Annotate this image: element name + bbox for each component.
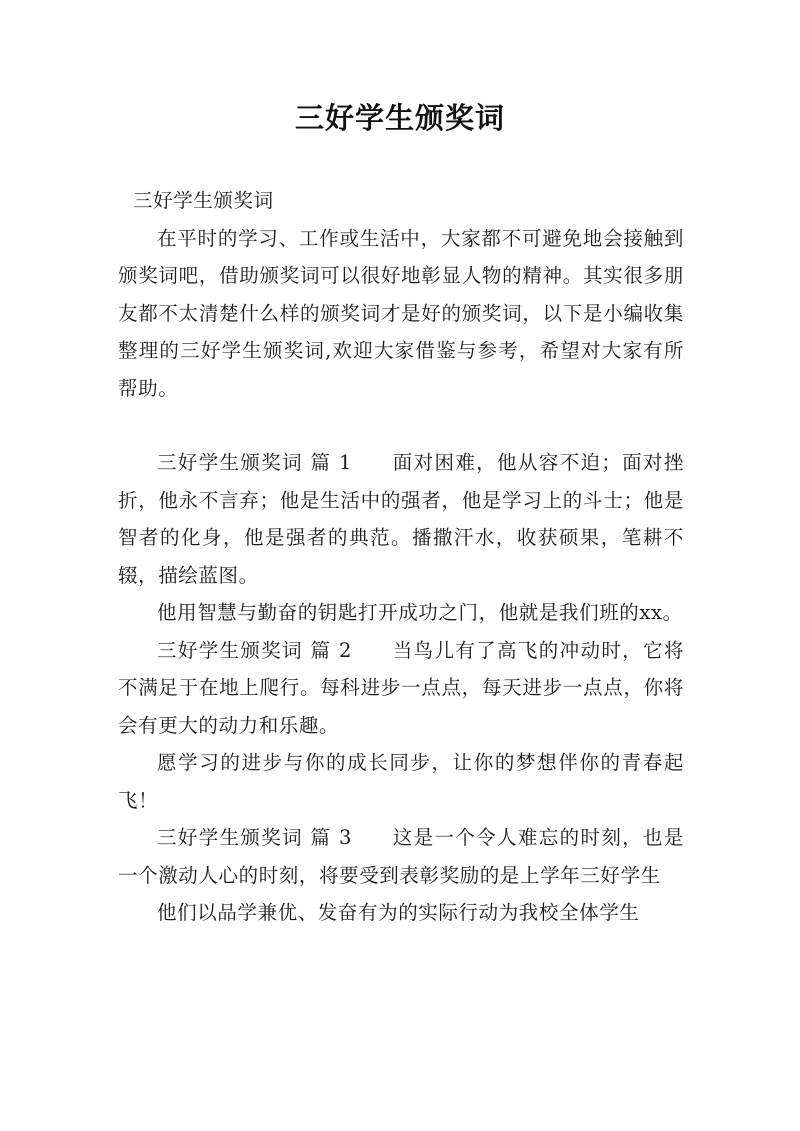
section-1-heading: 三好学生颁奖词 篇 1 [157,451,352,474]
section-3-paragraph [118,819,684,894]
section-3-follow: 他们以品学兼优、发奋有为的实际行动为我校全体学生 [157,901,640,924]
document-subtitle: 三好学生颁奖词 [133,189,274,212]
document-body [118,182,684,932]
section-2-follow: 愿学习的进步与你的成长同步，让你的梦想伴你的青春起飞！ [118,751,684,812]
section-3-lead: 这是一个令人难忘的时刻，也是一个激动人心的时刻，将要受到表彰奖励的是上学年三好学生 [118,826,684,887]
section-1-paragraph [118,444,684,594]
document-title: 三好学生颁奖词 [294,101,505,135]
section-2-lead: 当鸟儿有了高飞的冲动时，它将不满足于在地上爬行。每科进步一点点，每天进步一点点，你将会有更大的动力和乐趣。 [118,638,684,737]
section-2-paragraph [118,632,684,745]
section-1-follow: 他用智慧与勤奋的钥匙打开成功之门，他就是我们班的xx。 [157,601,683,624]
section-2-heading: 三好学生颁奖词 篇 2 [157,638,352,662]
intro-paragraph: 在平时的学习、工作或生活中，大家都不可避免地会接触到颁奖词吧，借助颁奖词可以很好地彰显人物的精神。其实很多朋友都不太清楚什么样的颁奖词才是好的颁奖词，以下是小编收集整理的三好学生颁奖词,欢迎大家借鉴与参考，希望对大家有所帮助。 [118,226,684,400]
section-3-heading: 三好学生颁奖词 篇 3 [157,826,352,849]
paragraph-gap [118,407,684,444]
section-1-lead: 面对困难，他从容不迫；面对挫折，他永不言弃；他是生活中的强者，他是学习上的斗士；他是智者的化身，他是强者的典范。播撒汗水，收获硕果，笔耕不辍，描绘蓝图。 [118,451,684,587]
